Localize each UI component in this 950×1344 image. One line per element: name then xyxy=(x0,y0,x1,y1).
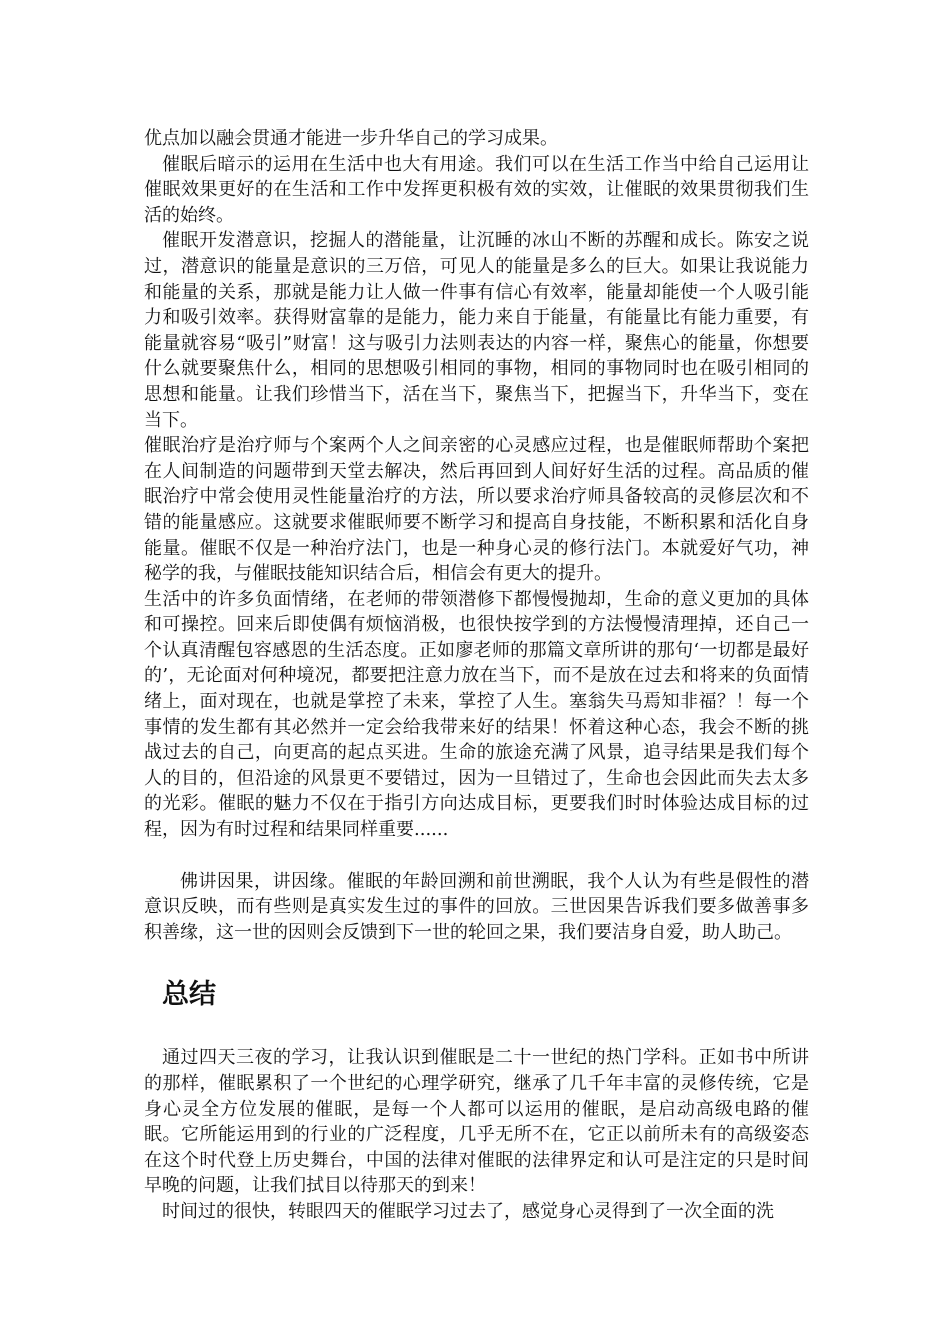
paragraph-summary-study: 通过四天三夜的学习，让我认识到催眠是二十一世纪的热门学科。正如书中所讲的那样，催眠累积了一个世纪的心理学研究，继承了几千年丰富的灵修传统，它是身心灵全方位发展的催眠，是每一个人都可以运用的催眠，是启动高级电路的催眠。它所能运用到的行业的广泛程度，几乎无所不在，它正以前所未有的高级姿态在这个时代登上历史舞台，中国的法律对催眠的法律界定和认可是注定的只是时间早晚的问题，让我们拭目以待那天的到来！ xyxy=(144,1047,809,1197)
paragraph-hypnotherapy: 催眠治疗是治疗师与个案两个人之间亲密的心灵感应过程，也是催眠师帮助个案把在人间制造的问题带到天堂去解决，然后再回到人间好好生活的过程。高品质的催眠治疗中常会使用灵性能量治疗的方法，所以要求治疗师具备较高的灵修层次和不错的能量感应。这就要求催眠师要不断学习和提高自身技能，不断积累和活化自身能量。催眠不仅是一种治疗法门，也是一种身心灵的修行法门。本就爱好气功，神秘学的我，与催眠技能知识结合后，相信会有更大的提升。 xyxy=(144,435,809,585)
document-body xyxy=(144,126,809,1225)
paragraph-subconscious-energy: 催眠开发潜意识，挖掘人的潜能量，让沉睡的冰山不断的苏醒和成长。陈安之说过，潜意识的能量是意识的三万倍，可见人的能量是多么的巨大。如果让我说能力和能量的关系，那就是能力让人做一件事有信心有效率，能量却能使一个人吸引能力和吸引效率。获得财富靠的是能力，能力来自于能量，有能量比有能力重要，有能量就容易“吸引”财富！这与吸引力法则表达的内容一样，聚焦心的能量，你想要什么就要聚焦什么，相同的思想吸引相同的事物，相同的事物同时也在吸引相同的思想和能量。让我们珍惜当下，活在当下，聚焦当下，把握当下，升华当下，变在当下。 xyxy=(144,230,809,431)
paragraph-summary-time: 时间过的很快，转眼四天的催眠学习过去了，感觉身心灵得到了一次全面的洗 xyxy=(162,1200,774,1222)
paragraph-negative-emotions: 生活中的许多负面情绪，在老师的带领潜修下都慢慢抛却，生命的意义更加的具体和可操控。回来后即使偶有烦恼消极，也很快按学到的方法慢慢清理掉，还自己一个认真清醒包容感恩的生活态度。正如廖老师的那篇文章所讲的那句‘一切都是最好的’，无论面对何种境况，都要把注意力放在当下，而不是放在过去和将来的负面情绪上，面对现在，也就是掌控了未来，掌控了人生。塞翁失马焉知非福？！每一个事情的发生都有其必然并一定会给我带来好的结果！怀着这种心态，我会不断的挑战过去的自己，向更高的起点买进。生命的旅途充满了风景，追寻结果是我们每个人的目的，但沿途的风景更不要错过，因为一旦错过了，生命也会因此而失去太多的光彩。催眠的魅力不仅在于指引方向达成目标，更要我们时时体验达成目标的过程，因为有时过程和结果同样重要...... xyxy=(144,588,809,841)
paragraph-continuation: 优点加以融会贯通才能进一步升华自己的学习成果。 xyxy=(144,128,558,149)
section-heading-summary: 总结 xyxy=(162,979,216,1011)
paragraph-post-hypnotic-suggestion: 催眠后暗示的运用在生活中也大有用途。我们可以在生活工作当中给自己运用让催眠效果更好的在生活和工作中发挥更积极有效的实效，让催眠的效果贯彻我们生活的始终。 xyxy=(144,153,809,226)
paragraph-karma: 佛讲因果，讲因缘。催眠的年龄回溯和前世溯眠，我个人认为有些是假性的潜意识反映，而有些则是真实发生过的事件的回放。三世因果告诉我们要多做善事多积善缘，这一世的因则会反馈到下一世的轮回之果，我们要洁身自爱，助人助己。 xyxy=(144,870,809,943)
